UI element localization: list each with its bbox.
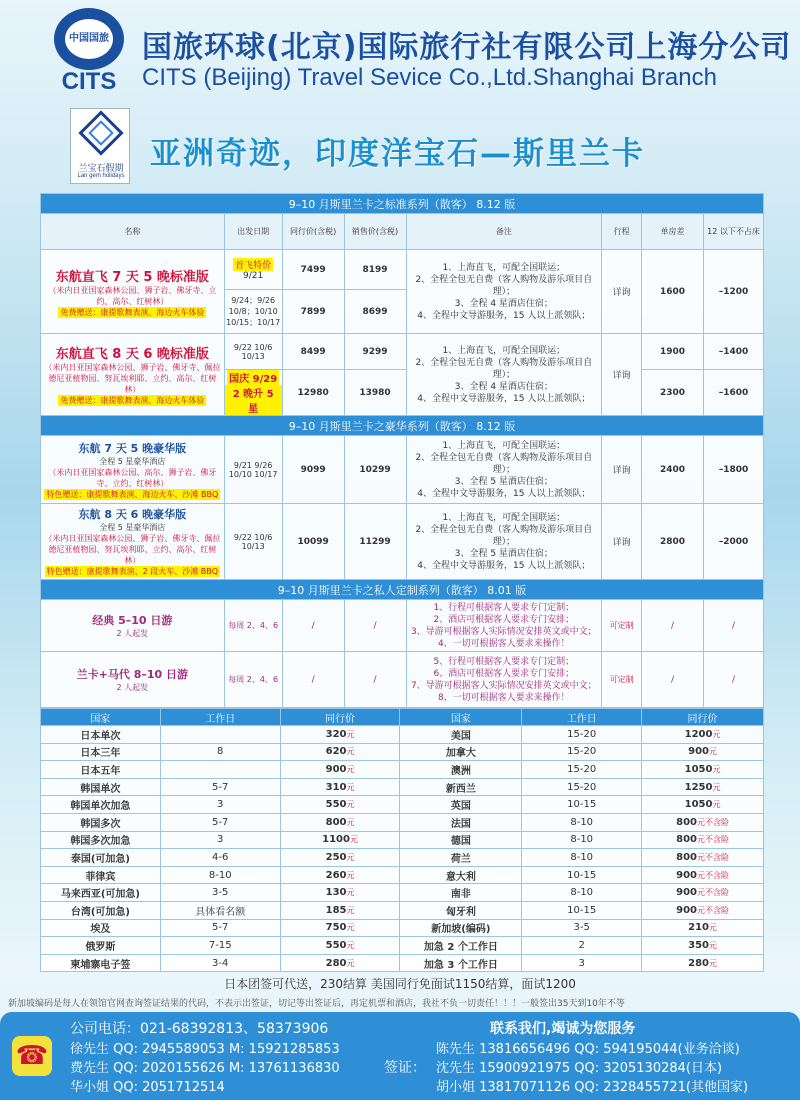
priv2-sale: / — [344, 652, 406, 708]
section-luxury-title: 9–10 月斯里兰卡之豪华系列（散客） 8.12 版 — [41, 416, 764, 436]
visa-price-value: 550 — [325, 939, 347, 951]
visa-price-unit: 元 — [346, 782, 355, 792]
visa-price-value: 280 — [688, 957, 709, 969]
visa-price-unit: 元 — [712, 729, 721, 739]
visa-days: 5-7 — [160, 778, 280, 796]
visa-price-value: 210 — [688, 922, 709, 934]
visa-price-unit: 元 — [346, 905, 355, 915]
std1-date-b: 9/24；9/26 10/8；10/10 10/15；10/17 — [224, 290, 282, 334]
visa-days: 3-5 — [160, 884, 280, 902]
priv2-single: / — [642, 652, 704, 708]
priv1-single: / — [642, 600, 704, 652]
visa-days: 8-10 — [160, 866, 280, 884]
lux2-remarks: 1、上海直飞，可配全国联运； 2、全程全包无自费（客人购物及游乐项目自理）； 3、全程 5 星酒店住宿； 4、全程中文导游服务，15 人以上派领队； — [406, 504, 602, 580]
priv1-itinerary[interactable]: 可定制 — [602, 600, 642, 652]
visa-price — [280, 726, 400, 744]
visa-price-value: 900 — [688, 746, 709, 758]
std1-child: –1200 — [704, 250, 764, 334]
visa-price-value: 250 — [325, 851, 347, 863]
visa-days-2: 2 — [522, 937, 642, 955]
section-standard-header — [41, 194, 764, 214]
visa-price-unit: 元 — [346, 747, 355, 757]
col-sale-price: 销售价(含税) — [344, 214, 406, 250]
visa-days-2: 10-15 — [522, 796, 642, 814]
visa-country-2: 加急 3 个工作日 — [400, 954, 522, 972]
contact-bar — [0, 1012, 800, 1100]
visa-price-2 — [642, 761, 764, 779]
visa-row — [41, 726, 764, 744]
contact-right-1: 陈先生 13816656496 QQ: 594195044(业务洽谈) — [436, 1042, 740, 1057]
std1-peer-b: 7899 — [282, 290, 344, 334]
visa-row — [41, 813, 764, 831]
visa-country-2: 新西兰 — [400, 778, 522, 796]
tour-price-table — [40, 193, 764, 708]
visa-price-value: 1100 — [322, 834, 350, 846]
visa-country-2: 荷兰 — [400, 849, 522, 867]
visa-price-2 — [642, 866, 764, 884]
lux1-name-cell: 东航 7 天 5 晚豪华版 全程 5 星豪华酒店 （米内日亚国家森林公园、高尔、狮子岩、佛牙寺、立约、红树林） 特色赠送：康提歌舞表演、海边火车、沙滩 BBQ — [41, 436, 225, 504]
visa-country: 泰国(可加急) — [41, 849, 161, 867]
visa-price — [280, 796, 400, 814]
table-row — [41, 334, 764, 370]
table-row — [41, 504, 764, 580]
visa-days-2: 15-20 — [522, 726, 642, 744]
visa-row — [41, 919, 764, 937]
std1-free: 免费赠送：康提歌舞表演、海边火车体验 — [60, 307, 205, 317]
visa-price-unit: 元不含险 — [696, 817, 729, 827]
lux1-itinerary-link[interactable]: 详询 — [602, 436, 642, 504]
contact-right-2: 沈先生 15900921975 QQ: 3205130284(日本) — [436, 1061, 723, 1076]
lux2-name-cell: 东航 8 天 6 晚豪华版 全程 5 星豪华酒店 （米内日亚国家森林公园、狮子岩、佛牙寺、佩拉德尼亚植物园、努瓦埃利耶、立约、高尔、红树林） 特色赠送：康提歌舞表演、2 段火车、沙滩 BBQ — [41, 504, 225, 580]
std2-sale-a: 9299 — [344, 334, 406, 370]
visa-price — [280, 884, 400, 902]
visa-price-value: 130 — [325, 887, 347, 899]
contact-left-2: 费先生 QQ: 2020155626 M: 13761136830 — [70, 1061, 340, 1076]
visa-price-unit: 元 — [346, 800, 355, 810]
visa-price — [280, 761, 400, 779]
visa-price-value: 900 — [325, 763, 347, 775]
col-date: 出发日期 — [224, 214, 282, 250]
visa-days-2: 3 — [522, 954, 642, 972]
visa-country-2: 法国 — [400, 813, 522, 831]
visa-price-unit: 元不含险 — [696, 870, 729, 880]
visa-row — [41, 796, 764, 814]
col-peer-price: 同行价(含税) — [282, 214, 344, 250]
visa-country-2: 英国 — [400, 796, 522, 814]
section-private-header — [41, 580, 764, 600]
table-row — [41, 600, 764, 652]
visa-price-unit: 元不含险 — [696, 852, 729, 862]
visa-days-2: 8-10 — [522, 884, 642, 902]
std2-sub: （米内日亚国家森林公园、狮子岩、佛牙寺、佩拉德尼亚植物园、努瓦埃利耶、立约、高尔、红树林） — [44, 363, 221, 394]
visa-country: 柬埔寨电子签 — [41, 954, 161, 972]
visa-price-value: 900 — [676, 869, 697, 881]
cits-logo-globe-icon — [54, 8, 124, 70]
visa-country: 俄罗斯 — [41, 937, 161, 955]
visa-price-unit: 元 — [708, 923, 717, 933]
visa-price-unit: 元 — [346, 940, 355, 950]
visa-price-unit: 元 — [346, 888, 355, 898]
visa-price-value: 185 — [325, 904, 347, 916]
visa-price — [280, 813, 400, 831]
visa-country-2: 加拿大 — [400, 743, 522, 761]
visa-price-unit: 元 — [346, 870, 355, 880]
contact-title: 联系我们,竭诚为您服务 — [490, 1021, 636, 1037]
visa-price-value: 1250 — [684, 781, 713, 793]
banner-title: 亚洲奇迹，印度洋宝石—斯里兰卡 — [150, 136, 645, 172]
std1-sub: （米内日亚国家森林公园、狮子岩、佛牙寺、立约、高尔、红树林） — [48, 285, 217, 306]
visa-price-value: 350 — [688, 939, 709, 951]
contact-left-3: 华小姐 QQ: 2051712514 — [70, 1080, 225, 1095]
visa-row — [41, 884, 764, 902]
visa-price — [280, 954, 400, 972]
std2-peer-b: 12980 — [282, 370, 344, 416]
col-child: 12 以下不占床 — [704, 214, 764, 250]
std1-date-a: 首飞特价 9/21 — [224, 250, 282, 290]
visa-price — [280, 901, 400, 919]
priv2-dates: 每周 2、4、6 — [224, 652, 282, 708]
visa-price-2 — [642, 831, 764, 849]
visa-days: 5-7 — [160, 919, 280, 937]
visa-country-2: 匈牙利 — [400, 901, 522, 919]
visa-country: 韩国单次 — [41, 778, 161, 796]
visa-price — [280, 778, 400, 796]
visa-price-table — [40, 708, 764, 972]
visa-days-2: 10-15 — [522, 901, 642, 919]
std2-peer-a: 8499 — [282, 334, 344, 370]
visa-price-value: 800 — [325, 816, 347, 828]
visa-price-value: 1200 — [684, 728, 713, 740]
visa-price — [280, 743, 400, 761]
visa-price-value: 260 — [325, 869, 347, 881]
visa-country-2: 美国 — [400, 726, 522, 744]
lux2-name: 东航 8 天 6 晚豪华版 — [78, 508, 187, 521]
visa-price-2 — [642, 743, 764, 761]
visa-col-country-2: 国家 — [400, 709, 522, 726]
visa-country-2: 澳洲 — [400, 761, 522, 779]
priv1-name: 经典 5–10 日游 — [92, 614, 173, 627]
priv1-dates: 每周 2、4、6 — [224, 600, 282, 652]
visa-price — [280, 831, 400, 849]
std2-free: 免费赠送：康提歌舞表演、海边火车体验 — [60, 396, 205, 405]
priv2-name: 兰卡+马代 8–10 日游 — [76, 668, 189, 681]
visa-price-unit: 元 — [346, 764, 355, 774]
visa-row — [41, 849, 764, 867]
visa-price — [280, 849, 400, 867]
visa-price-unit: 元 — [346, 852, 355, 862]
std1-name-cell — [41, 250, 225, 334]
visa-col-country: 国家 — [41, 709, 161, 726]
visa-price-unit: 元 — [346, 958, 355, 968]
visa-days: 3-4 — [160, 954, 280, 972]
visa-days-2: 15-20 — [522, 743, 642, 761]
visa-days-2: 3-5 — [522, 919, 642, 937]
visa-days-2: 15-20 — [522, 761, 642, 779]
priv2-child: / — [704, 652, 764, 708]
lux1-single: 2400 — [642, 436, 704, 504]
visa-days-2: 8-10 — [522, 831, 642, 849]
company-name-en: CITS (Beijing) Travel Sevice Co.,Ltd.Shanghai Branch — [142, 64, 717, 91]
std1-date-a-label: 首飞特价 — [233, 258, 273, 271]
visa-country-2: 意大利 — [400, 866, 522, 884]
priv1-peer: / — [282, 600, 344, 652]
visa-days-2: 10-15 — [522, 866, 642, 884]
lux2-child: –2000 — [704, 504, 764, 580]
visa-price-unit: 元不含险 — [696, 888, 729, 898]
visa-header-row — [41, 709, 764, 726]
visa-days: 8 — [160, 743, 280, 761]
lan-gem-cn: 兰宝石假期 — [78, 164, 124, 174]
section-luxury-header — [41, 416, 764, 436]
visa-price-2 — [642, 778, 764, 796]
std1-itinerary-link[interactable]: 详询 — [602, 250, 642, 334]
std1-sale-b: 8699 — [344, 290, 406, 334]
visa-note-2: 新加坡编码是每人在领馆官网查询签证结果的代码，不表示出签证，切记等出签证后，再定机票和酒店，我社不负一切责任！！！一般签出35天到10年不等 — [8, 999, 625, 1009]
visa-price-2 — [642, 726, 764, 744]
visa-price-2 — [642, 796, 764, 814]
visa-days: 3 — [160, 831, 280, 849]
std1-single: 1600 — [642, 250, 704, 334]
visa-days — [160, 761, 280, 779]
priv1-remarks: 1、行程可根据客人要求专门定制； 2、酒店可根据客人要求专门安排； 3、导游可根据客人实际情况安排英文或中文； 4、一切可根据客人要求来操作！ — [406, 600, 602, 652]
visa-country-2: 新加坡(编码) — [400, 919, 522, 937]
visa-days: 4-6 — [160, 849, 280, 867]
header — [0, 0, 800, 100]
visa-row — [41, 866, 764, 884]
priv2-peer: / — [282, 652, 344, 708]
visa-price-2 — [642, 884, 764, 902]
visa-price-value: 900 — [676, 904, 697, 916]
visa-price-unit: 元 — [712, 782, 721, 792]
logo-ring-text: 中国国旅 — [65, 19, 113, 59]
priv2-remarks: 5、行程可根据客人要求专门定制； 6、酒店可根据客人要求专门安排； 7、导游可根据客人实际情况安排英文或中文； 8、一切可根据客人要求来操作！ — [406, 652, 602, 708]
visa-col-price: 同行价 — [280, 709, 400, 726]
lux1-peer: 9099 — [282, 436, 344, 504]
visa-price-unit: 元 — [346, 923, 355, 933]
visa-price-unit: 元 — [349, 835, 358, 845]
visa-price-2 — [642, 849, 764, 867]
std2-child-a: –1400 — [704, 334, 764, 370]
logo-text: CITS — [61, 68, 117, 95]
priv1-child: / — [704, 600, 764, 652]
std1-name: 东航直飞 7 天 5 晚标准版 — [55, 269, 209, 285]
visa-price-value: 310 — [325, 781, 347, 793]
visa-price-unit: 元 — [708, 940, 717, 950]
visa-price-unit: 元 — [712, 764, 721, 774]
visa-country: 菲律宾 — [41, 866, 161, 884]
lux1-dates: 9/21 9/26 10/10 10/17 — [224, 436, 282, 504]
column-headers — [41, 214, 764, 250]
visa-country: 日本五年 — [41, 761, 161, 779]
visa-row — [41, 937, 764, 955]
visa-row — [41, 901, 764, 919]
visa-row — [41, 831, 764, 849]
priv2-itinerary[interactable]: 可定制 — [602, 652, 642, 708]
visa-price-unit: 元 — [346, 729, 355, 739]
visa-label: 签证： — [384, 1060, 426, 1076]
visa-price-2 — [642, 937, 764, 955]
visa-price-value: 1050 — [684, 763, 713, 775]
visa-col-days: 工作日 — [160, 709, 280, 726]
visa-country-2: 南非 — [400, 884, 522, 902]
cits-logo — [50, 8, 128, 94]
lan-gem-logo — [70, 108, 130, 184]
visa-country-2: 加急 2 个工作日 — [400, 937, 522, 955]
visa-price-value: 800 — [676, 834, 697, 846]
lux2-peer: 10099 — [282, 504, 344, 580]
section-standard-title: 9–10 月斯里兰卡之标准系列（散客） 8.12 版 — [41, 194, 764, 214]
visa-price-unit: 元 — [708, 958, 717, 968]
std2-child-b: –1600 — [704, 370, 764, 416]
std2-itinerary-link[interactable]: 详询 — [602, 334, 642, 416]
visa-days: 具体看名额 — [160, 901, 280, 919]
visa-days: 5-7 — [160, 813, 280, 831]
visa-days: 7-15 — [160, 937, 280, 955]
priv1-sale: / — [344, 600, 406, 652]
visa-row — [41, 761, 764, 779]
visa-price-value: 320 — [325, 728, 347, 740]
contact-left-1: 徐先生 QQ: 2945589053 M: 15921285853 — [70, 1042, 340, 1057]
visa-price-value: 280 — [325, 957, 347, 969]
visa-price-unit: 元不含险 — [696, 835, 729, 845]
visa-days: 3 — [160, 796, 280, 814]
visa-days-2: 8-10 — [522, 849, 642, 867]
lux2-sale: 11299 — [344, 504, 406, 580]
col-itinerary: 行程 — [602, 214, 642, 250]
visa-country: 韩国多次加急 — [41, 831, 161, 849]
table-row — [41, 436, 764, 504]
visa-col-price-2: 同行价 — [642, 709, 764, 726]
visa-price-value: 1050 — [684, 799, 713, 811]
std2-date-a: 9/22 10/6 10/13 — [224, 334, 282, 370]
phone-icon: ☎ — [12, 1036, 52, 1076]
lux2-dates: 9/22 10/6 10/13 — [224, 504, 282, 580]
std1-peer-a: 7499 — [282, 250, 344, 290]
col-single: 单房差 — [642, 214, 704, 250]
std2-single-b: 2300 — [642, 370, 704, 416]
visa-price-unit: 元 — [346, 817, 355, 827]
table-row — [41, 652, 764, 708]
lux1-child: –1800 — [704, 436, 764, 504]
lan-gem-en: Lan gem holidays — [77, 173, 125, 179]
visa-country: 埃及 — [41, 919, 161, 937]
std1-sale-a: 8199 — [344, 250, 406, 290]
visa-price-value: 800 — [676, 851, 697, 863]
contact-right-3: 胡小姐 13817071126 QQ: 2328455721(其他国家) — [436, 1080, 749, 1095]
lux2-single: 2800 — [642, 504, 704, 580]
visa-country: 台湾(可加急) — [41, 901, 161, 919]
std2-date-b: 国庆 9/29 2 晚升 5 星 — [224, 370, 282, 416]
visa-price-value: 800 — [676, 816, 697, 828]
visa-price-unit: 元 — [712, 800, 721, 810]
section-private-title: 9–10 月斯里兰卡之私人定制系列（散客） 8.01 版 — [41, 580, 764, 600]
visa-country: 马来西亚(可加急) — [41, 884, 161, 902]
lux1-remarks: 1、上海直飞，可配全国联运； 2、全程全包无自费（客人购物及游乐项目自理）； 3、全程 5 星酒店住宿； 4、全程中文导游服务，15 人以上派领队； — [406, 436, 602, 504]
visa-price — [280, 919, 400, 937]
visa-price — [280, 937, 400, 955]
visa-days-2: 8-10 — [522, 813, 642, 831]
visa-country-2: 德国 — [400, 831, 522, 849]
col-name: 名称 — [41, 214, 225, 250]
company-name-cn: 国旅环球(北京)国际旅行社有限公司上海分公司 — [142, 30, 792, 65]
std2-name: 东航直飞 8 天 6 晚标准版 — [55, 347, 209, 362]
visa-country: 韩国单次加急 — [41, 796, 161, 814]
std2-single-a: 1900 — [642, 334, 704, 370]
std2-sale-b: 13980 — [344, 370, 406, 416]
visa-note-1: 日本团签可代送，230结算 美国同行免面试1150结算，面试1200 — [224, 977, 576, 991]
lux2-itinerary-link[interactable]: 详询 — [602, 504, 642, 580]
std2-remarks: 1、上海直飞，可配全国联运； 2、全程全包无自费（客人购物及游乐项目自理）； 3、全程 4 星酒店住宿； 4、全程中文导游服务，15 人以上派领队； — [406, 334, 602, 416]
visa-country: 日本三年 — [41, 743, 161, 761]
visa-price-unit: 元不含险 — [696, 905, 729, 915]
visa-row — [41, 743, 764, 761]
company-phone: 公司电话：021-68392813、58373906 — [70, 1021, 329, 1037]
visa-price-value: 900 — [676, 887, 697, 899]
visa-price-value: 550 — [325, 799, 347, 811]
visa-row — [41, 954, 764, 972]
visa-price-2 — [642, 919, 764, 937]
lux1-sale: 10299 — [344, 436, 406, 504]
visa-price-unit: 元 — [708, 747, 717, 757]
visa-days — [160, 726, 280, 744]
priv1-name-cell: 经典 5–10 日游 2 人起发 — [41, 600, 225, 652]
visa-days-2: 15-20 — [522, 778, 642, 796]
visa-price-2 — [642, 954, 764, 972]
visa-price — [280, 866, 400, 884]
lux1-name: 东航 7 天 5 晚豪华版 — [78, 441, 187, 455]
table-row — [41, 250, 764, 290]
col-remarks: 备注 — [406, 214, 602, 250]
std1-remarks: 1、上海直飞，可配全国联运； 2、全程全包无自费（客人购物及游乐项目自理）； 3、全程 4 星酒店住宿； 4、全程中文导游服务，15 人以上派领队； — [406, 250, 602, 334]
priv2-name-cell: 兰卡+马代 8–10 日游 2 人起发 — [41, 652, 225, 708]
visa-price-value: 750 — [325, 922, 347, 934]
visa-price-value: 620 — [325, 746, 347, 758]
visa-price-2 — [642, 813, 764, 831]
visa-country: 日本单次 — [41, 726, 161, 744]
visa-row — [41, 778, 764, 796]
visa-price-2 — [642, 901, 764, 919]
visa-country: 韩国多次 — [41, 813, 161, 831]
visa-col-days-2: 工作日 — [522, 709, 642, 726]
std2-name-cell — [41, 334, 225, 416]
